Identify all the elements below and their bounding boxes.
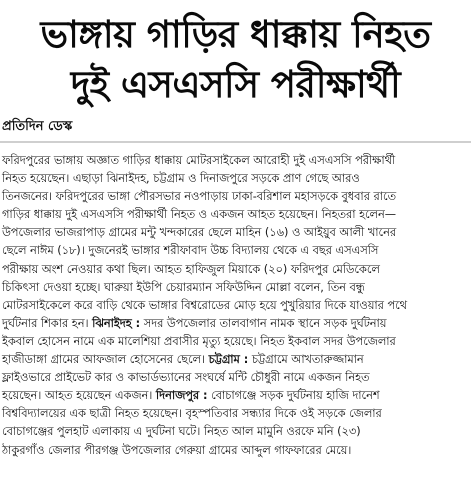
body-line: ফরিদপুরের ভাঙ্গায় অজ্ঞাত গাড়ির ধাক্কায় মোটরসাইকেল আরোহী দুই এসএসসি পরীক্ষার্থী (2, 154, 396, 167)
body-line: বিশ্ববিদ্যালয়ের এক ছাত্রী নিহত হয়েছেন। বৃহস্পতিবার সন্ধ্যার দিকে ওই সড়কে জেলার (2, 407, 382, 421)
byline-divider (0, 141, 471, 143)
body-line: ঠাকুরগাঁও জেলার পীরগঞ্জ উপজেলার গেরুয়া গ্রামের আব্দুল গাফফারের মেয়ে। (2, 443, 352, 457)
byline-row (2, 118, 471, 138)
body-line: তিনজনের। ফরিদপুরের ভাঙ্গা পৌরসভার নওপাড়ায় ঢাকা-বরিশাল মহাসড়কে বুধবার রাতে (2, 190, 397, 204)
body-line: বোচাগঞ্জের পুলহাট এলাকায় এ দুর্ঘটনা ঘটে। নিহত আল মামুনি ওরফে মনি (২৩) (2, 425, 361, 439)
location-tag-jhenaidah: ঝিনাইদহ : (92, 316, 141, 330)
body-line: ইকবাল হোসেন নামে এক মালেশিয়া প্রবাসীর মৃত্যু হয়েছে। নিহত ইকবাল সদর উপজেলার (2, 334, 396, 348)
byline: প্রতিদিন ডেস্ক (2, 119, 73, 134)
article-body (2, 152, 469, 460)
location-tag-chattogram: চট্টগ্রাম : (208, 353, 249, 367)
body-line: ছেলে নাঈম (১৮)। দুজনেরই ভাঙ্গার শরীফাবাদ উচ্চ বিদ্যালয় থেকে এ বছর এসএসসি (2, 244, 379, 258)
body-line: নিহত হয়েছেন। এছাড়া ঝিনাইদহ, চট্টগ্রাম ও দিনাজপুরে সড়কে প্রাণ গেছে আরও (2, 172, 360, 186)
headline-line-2: দুই এসএসসি পরীক্ষার্থী (70, 63, 401, 106)
body-line: দুর্ঘটনার শিকার হন। ঝিনাইদহ : সদর উপজেলার তালবাগান নামক স্থানে সড়ক দুর্ঘটনায় (2, 316, 387, 330)
headline-line-1: ভাঙ্গায় গাড়ির ধাক্কায় নিহত (40, 13, 431, 56)
body-line: পরীক্ষায় অংশ নেওয়ার কথা ছিল। আহত হাফিজুল মিয়াকে (২০) ফরিদপুর মেডিকেলে (2, 262, 380, 276)
body-line: চিকিৎসা দেওয়া হচ্ছে। ঘারুয়া ইউপি চেয়ারম্যান সফিউদ্দিন মোল্লা বলেন, তিন বন্ধু (2, 280, 365, 294)
location-tag-dinajpur: দিনাজপুর : (155, 389, 208, 403)
body-line: উপজেলার ভাজরাপাড় গ্রামের মন্টু খন্দকারের ছেলে মাহিন (১৬) ও আইয়ুব আলী খানের (2, 226, 397, 240)
body-line: গাড়ির ধাক্কায় দুই এসএসসি পরীক্ষার্থী নিহত ও একজন আহত হয়েছেন। নিহতরা হলেন— (2, 208, 396, 222)
body-line: হয়েছেন। আহত হয়েছেন একজন। দিনাজপুর : বোচাগঞ্জে সড়ক দুর্ঘটনায় হাজি দানেশ (2, 389, 380, 403)
body-line: মোটরসাইকেলে করে বাড়ি থেকে ভাঙ্গার বিশ্বরোডের মোড় হয়ে পুখুরিয়ার দিকে যাওয়ার পথে (2, 298, 407, 312)
body-line: হাজীডাঙ্গা গ্রামের আফজাল হোসেনের ছেলে। চট্টগ্রাম : চট্টগ্রামে আখতারুজ্জামান (2, 353, 364, 367)
body-line: ফ্লাইওভারে প্রাইভেট কার ও কাভার্ডভ্যানের সংঘর্ষে মন্টি চৌধুরী নামে একজন নিহত (2, 371, 370, 385)
